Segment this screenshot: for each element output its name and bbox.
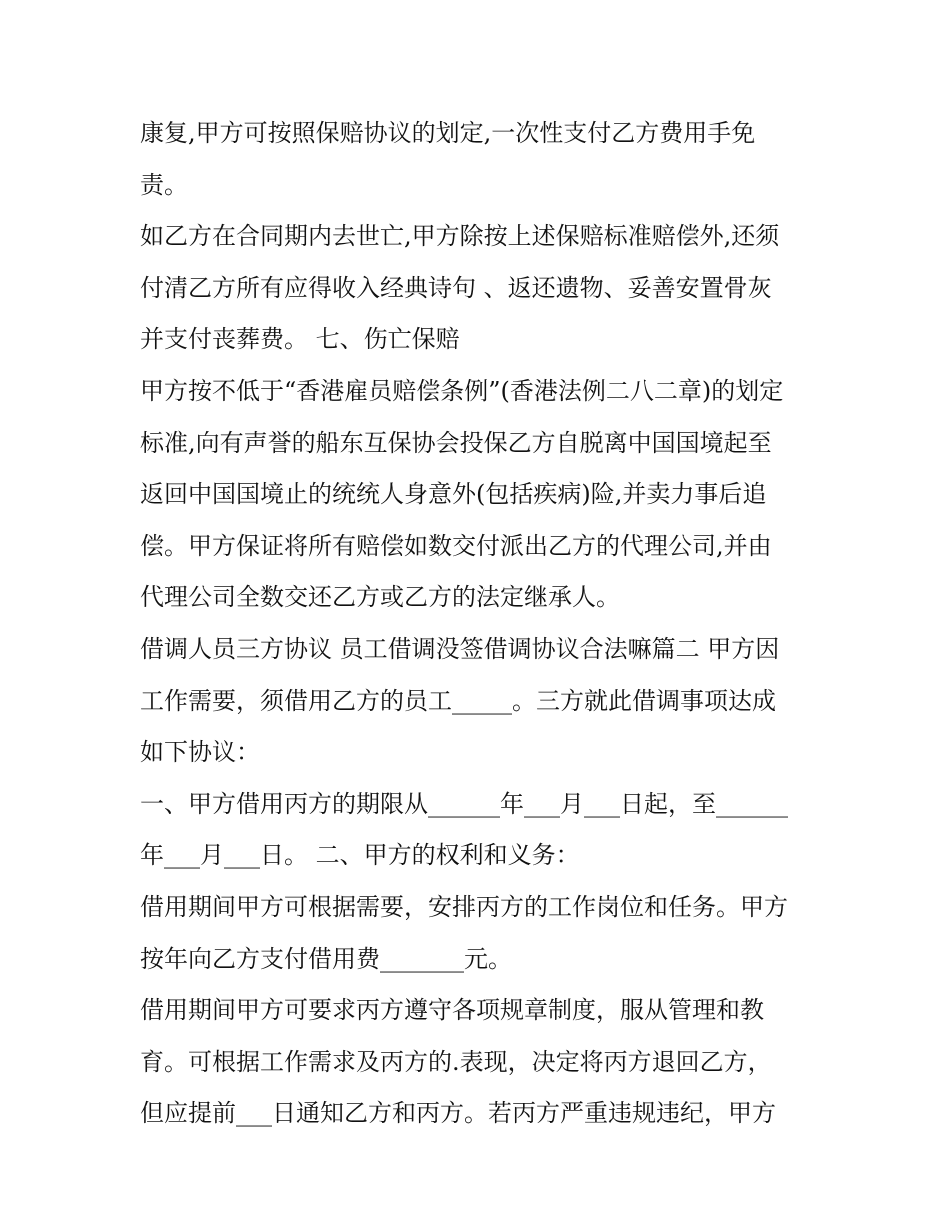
text-line: 育。可根据工作需求及丙方的.表现，决定将丙方退回乙方， [140, 1047, 772, 1076]
text-line: 付清乙方所有应得收入经典诗句 、返还遗物、妥善安置骨灰 [140, 273, 772, 302]
text-line: 标准,向有声誉的船东互保协会投保乙方自脱离中国国境起至 [140, 428, 772, 457]
text-line: 借用期间甲方可要求丙方遵守各项规章制度，服从管理和教 [140, 996, 764, 1025]
text-line: 借调人员三方协议 员工借调没签借调协议合法嘛篇二 甲方因 [140, 634, 780, 663]
text-line: 返回中国国境止的统统人身意外(包括疾病)险,并卖力事后追 [140, 480, 767, 509]
text-line: 康复,甲方可按照保赔协议的划定,一次性支付乙方费用手免 [140, 119, 756, 147]
text-line: 按年向乙方支付借用费_______元。 [140, 944, 512, 973]
text-line: 年___月___日。 二、甲方的权利和义务： [140, 841, 580, 870]
text-line: 一、甲方借用丙方的期限从______年___月___日起，至______ [140, 789, 788, 818]
text-line: 代理公司全数交还乙方或乙方的法定继承人。 [140, 583, 620, 612]
text-line: 甲方按不低于“香港雇员赔偿条例”(香港法例二八二章)的划定 [140, 376, 784, 405]
text-line: 偿。甲方保证将所有赔偿如数交付派出乙方的代理公司,并由 [140, 531, 772, 560]
text-line: 如下协议： [140, 738, 260, 767]
text-line: 如乙方在合同期内去世亡,甲方除按上述保赔标准赔偿外,还须 [140, 222, 780, 251]
text-line: 工作需要，须借用乙方的员工_____。三方就此借调事项达成 [140, 686, 776, 715]
document-body [140, 108, 820, 1140]
text-line: 并支付丧葬费。 七、伤亡保赔 [140, 325, 460, 354]
text-line: 借用期间甲方可根据需要，安排丙方的工作岗位和任务。甲方 [140, 892, 788, 921]
text-line: 但应提前___日通知乙方和丙方。若丙方严重违规违纪，甲方 [140, 1099, 776, 1128]
text-line: 责。 [140, 170, 188, 199]
